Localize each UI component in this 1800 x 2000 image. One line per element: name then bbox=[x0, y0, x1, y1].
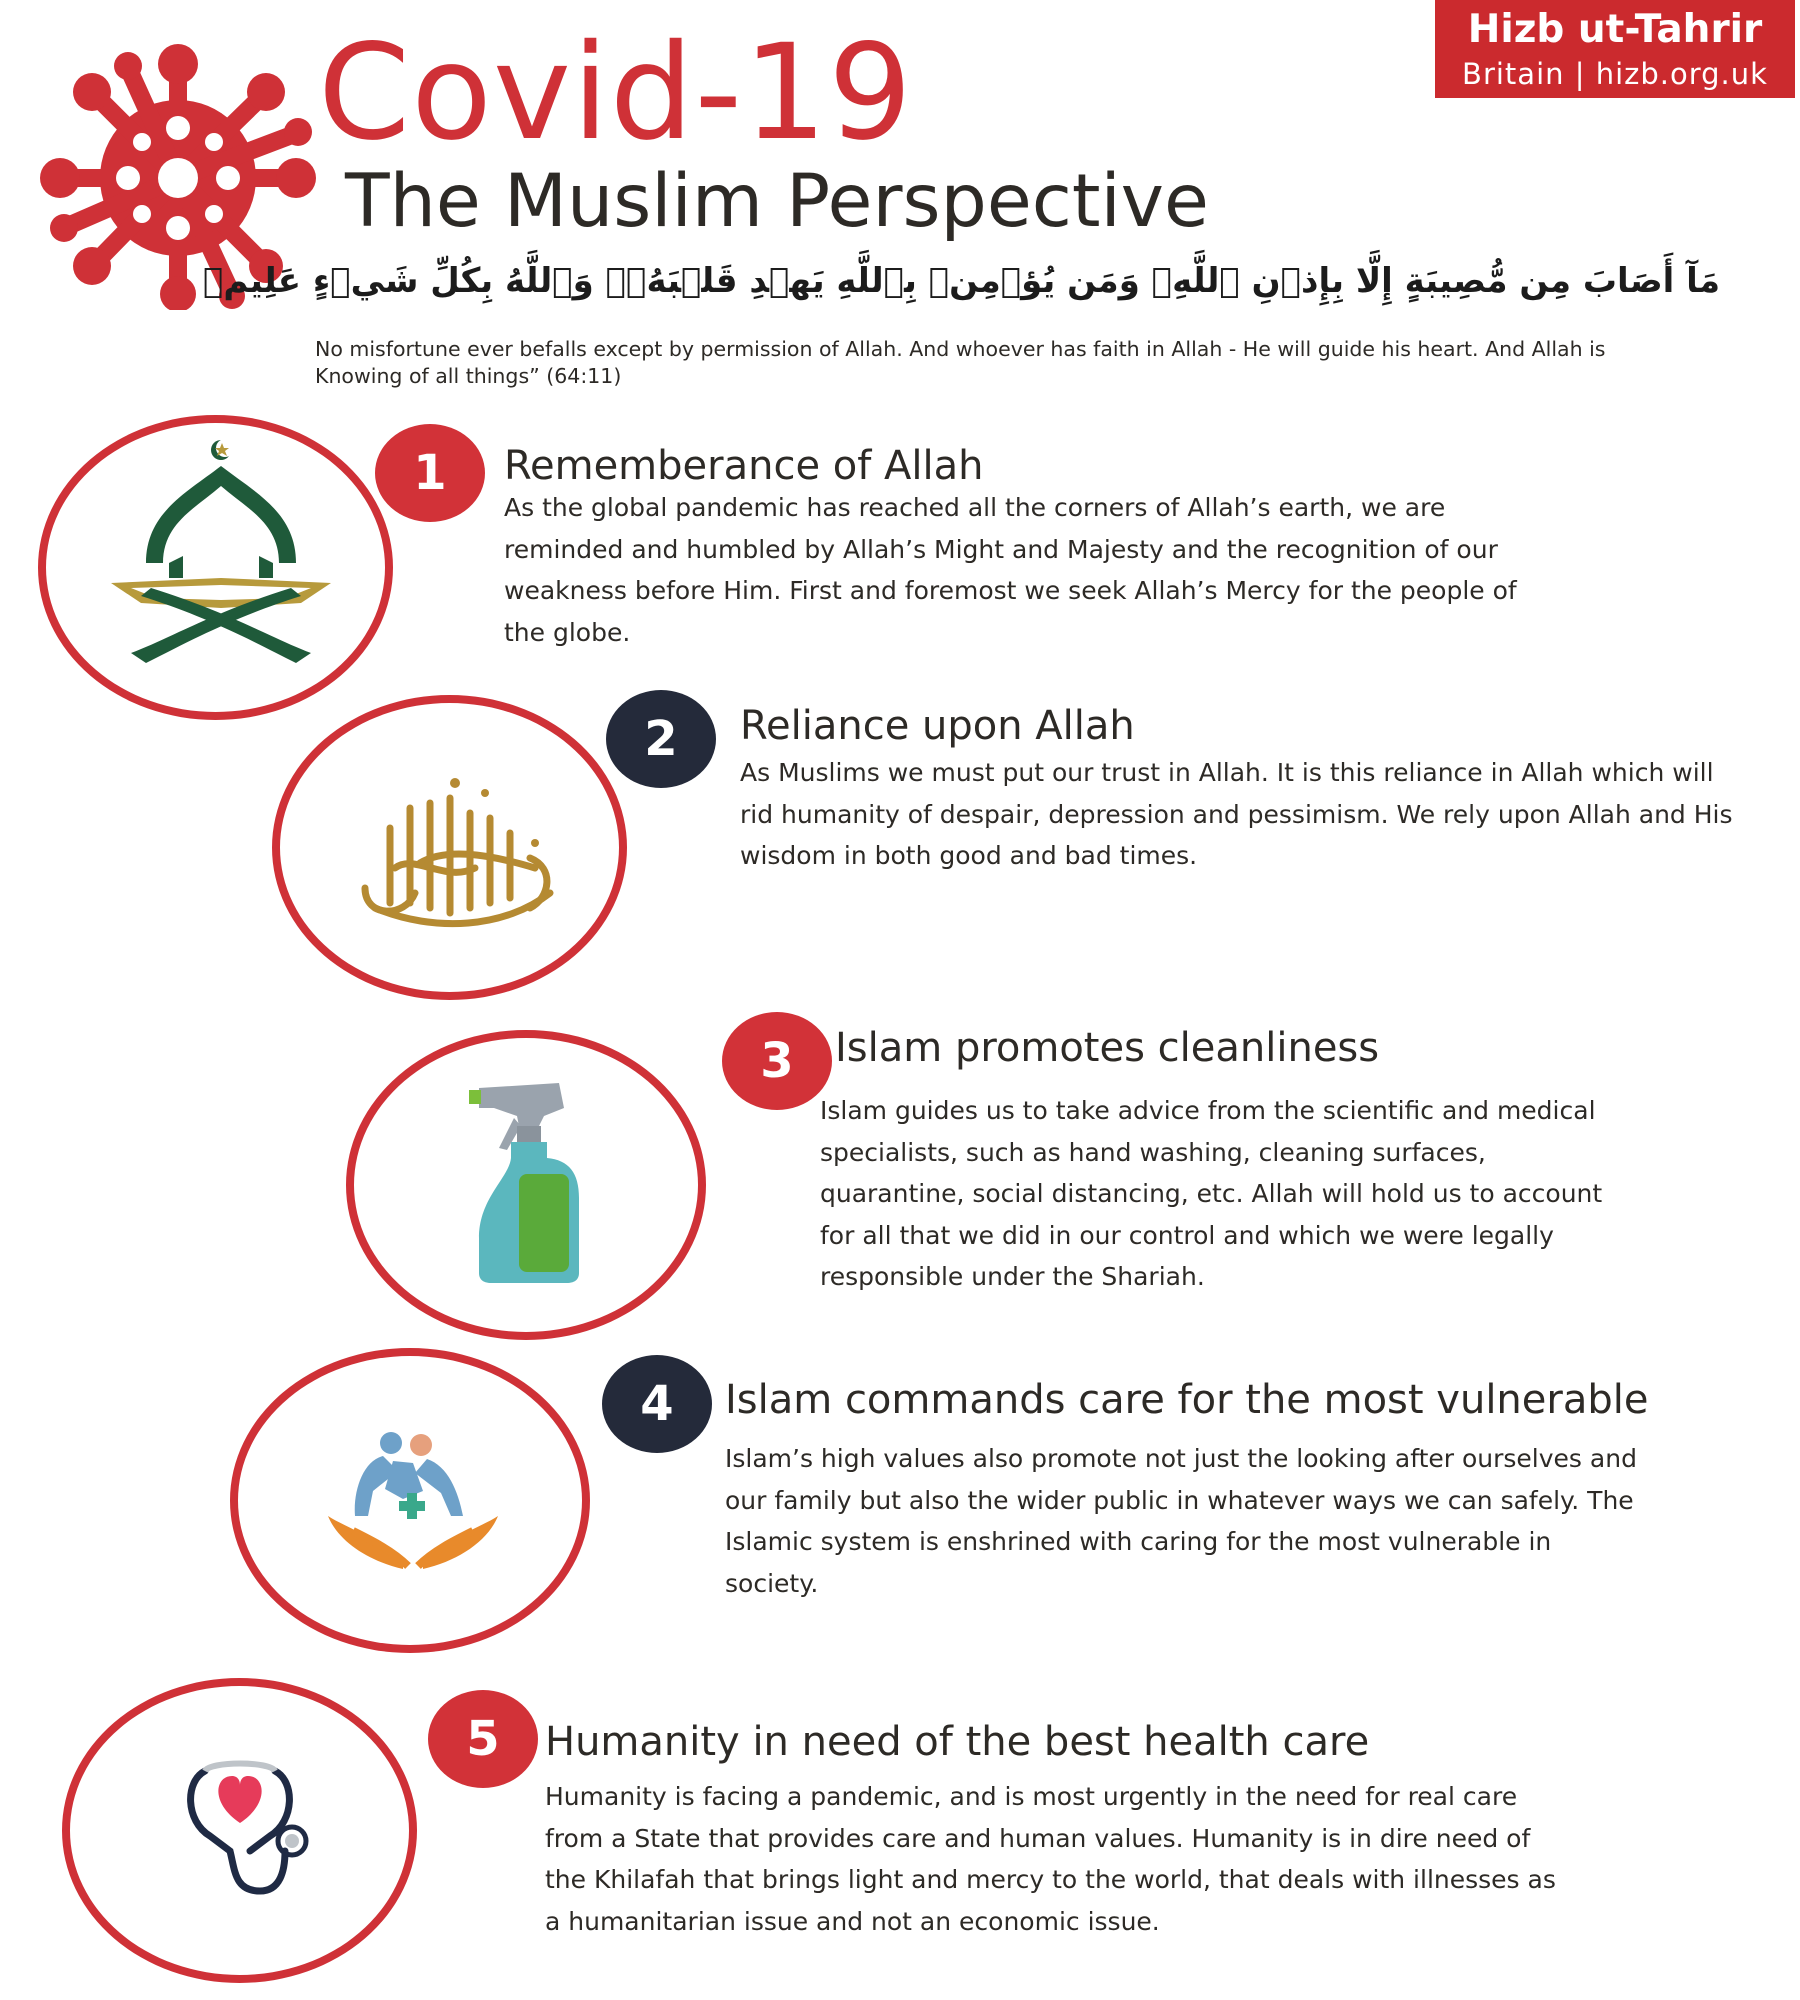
brand-logo bbox=[1435, 0, 1795, 98]
section-5-icon-ring bbox=[62, 1678, 417, 1983]
arabic-calligraphy-icon bbox=[335, 768, 575, 938]
section-3-icon-ring bbox=[346, 1030, 706, 1340]
spray-bottle-icon bbox=[469, 1078, 609, 1288]
section-1-number-badge: 1 bbox=[375, 424, 485, 522]
section-3-body: Islam guides us to take advice from the scientific and medical specialists, such as hand washing, cleaning surfaces, quarantine, social distancing, etc. Allah will hold us to account for all that we did in our control and which we were legally responsible under the Shariah. bbox=[820, 1096, 1603, 1291]
section-4-icon-ring bbox=[230, 1348, 590, 1653]
section-2-number-badge: 2 bbox=[606, 690, 716, 788]
section-4-title: Islam commands care for the most vulnerable bbox=[725, 1377, 1649, 1423]
quran-verse-translation: No misfortune ever befalls except by permission of Allah. And whoever has faith in Allah - He will guide his heart. And Allah is Knowing of all things” (64:11) bbox=[315, 337, 1606, 388]
section-3-title: Islam promotes cleanliness bbox=[835, 1025, 1380, 1071]
section-5-body: Humanity is facing a pandemic, and is most urgently in the need for real care from a State that provides care and human values. Humanity is in dire need of the Khilafah that brings light and mercy to the world, that deals with illnesses as a humanitarian issue and not an economic issue. bbox=[545, 1782, 1556, 1936]
section-4-number-badge: 4 bbox=[602, 1355, 712, 1453]
section-1-body: As the global pandemic has reached all the corners of Allah’s earth, we are reminded and humbled by Allah’s Might and Majesty and the recognition of our weakness before Him. First and foremost we seek Allah’s Mercy for the people of the globe. bbox=[504, 493, 1517, 647]
quran-verse-arabic: مَآ أَصَابَ مِن مُّصِيبَةٍ إِلَّا بِإِذۡنِ ٱللَّهِۗ وَمَن يُؤۡمِنۢ بِٱللَّهِ يَهۡدِ قَلۡبَهُۥۚ وَٱللَّهُ بِكُلِّ شَيۡءٍ عَلِيمٞ bbox=[202, 261, 1720, 301]
section-5-number-badge: 5 bbox=[428, 1690, 538, 1788]
page-subtitle: The Muslim Perspective bbox=[345, 159, 1209, 244]
page-title: Covid-19 bbox=[318, 16, 914, 170]
section-2-icon-ring bbox=[272, 695, 627, 1000]
section-2-title: Reliance upon Allah bbox=[740, 703, 1135, 749]
section-2-body: As Muslims we must put our trust in Allah. It is this reliance in Allah which will rid humanity of despair, depression and pessimism. We rely upon Allah and His wisdom in both good and bad times. bbox=[740, 758, 1733, 870]
section-4-body: Islam’s high values also promote not just the looking after ourselves and our family but also the wider public in whatever ways we can safely. The Islamic system is enshrined with caring for the most vulnerable in society. bbox=[725, 1444, 1637, 1598]
brand-name: Hizb ut-Tahrir bbox=[1467, 7, 1763, 52]
stethoscope-heart-icon bbox=[180, 1741, 330, 1901]
brand-tagline: Britain | hizb.org.uk bbox=[1462, 57, 1768, 91]
section-5-title: Humanity in need of the best health care bbox=[545, 1719, 1370, 1765]
section-3-number-badge: 3 bbox=[722, 1012, 832, 1110]
section-1-icon-ring bbox=[38, 415, 393, 720]
section-1-title: Rememberance of Allah bbox=[504, 443, 984, 489]
care-hands-icon bbox=[323, 1421, 503, 1571]
quran-mosque-icon bbox=[91, 438, 351, 678]
